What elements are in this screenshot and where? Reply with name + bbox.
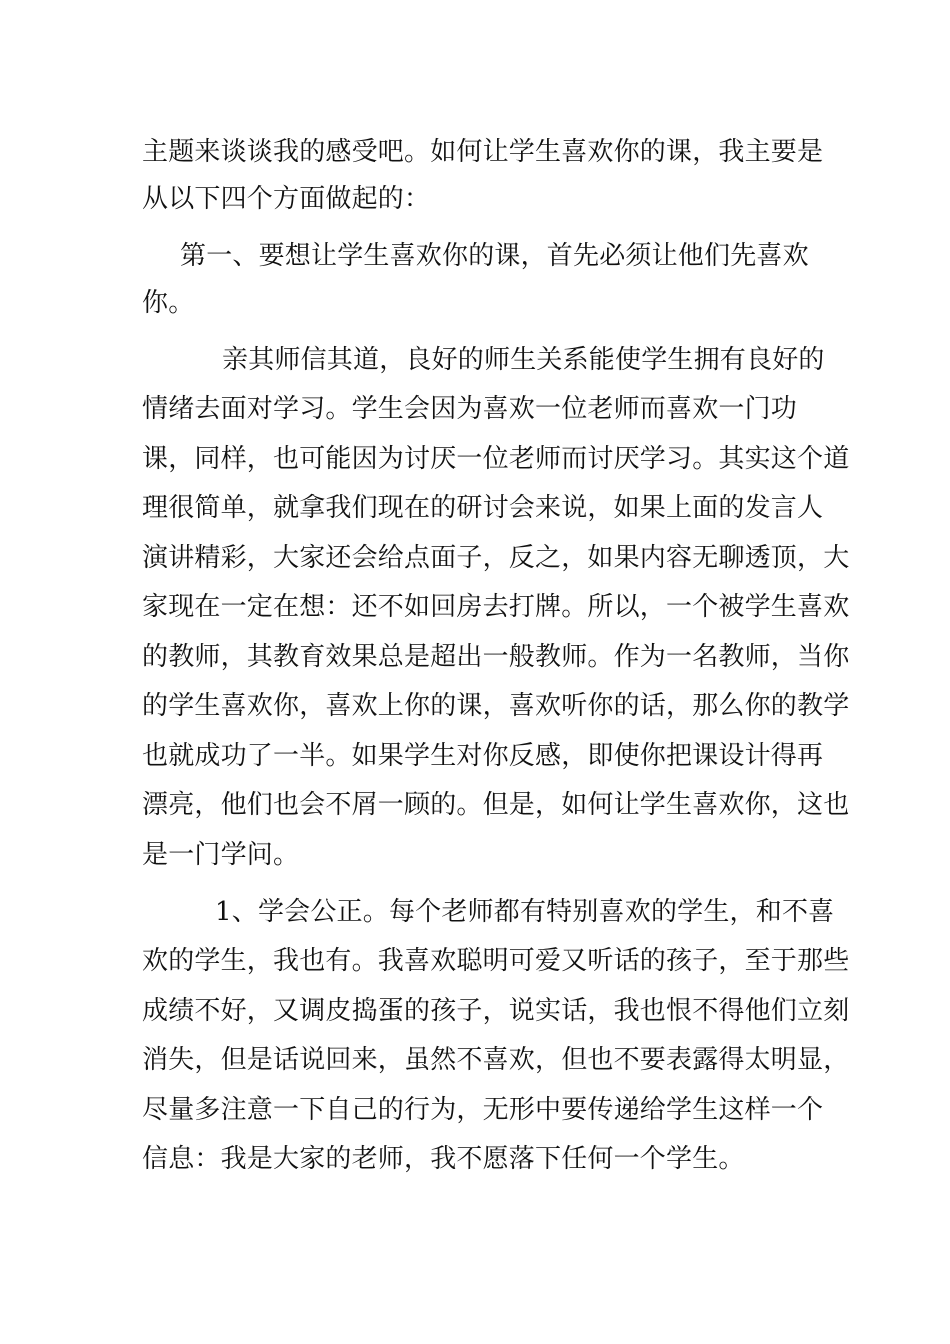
text-line: 演讲精彩，大家还会给点面子，反之，如果内容无聊透顶，大 bbox=[142, 543, 850, 573]
text-line: 消失，但是话说回来，虽然不喜欢，但也不要表露得太明显， bbox=[142, 1045, 850, 1075]
text-line: 亲其师信其道，良好的师生关系能使学生拥有良好的 bbox=[222, 345, 825, 375]
text-line: 成绩不好，又调皮捣蛋的孩子，说实话，我也恨不得他们立刻 bbox=[142, 996, 850, 1026]
text-line: 信息：我是大家的老师，我不愿落下任何一个学生。 bbox=[142, 1144, 745, 1174]
text-line: 欢的学生，我也有。我喜欢聪明可爱又听话的孩子，至于那些 bbox=[142, 946, 850, 976]
text-line: 尽量多注意一下自己的行为，无形中要传递给学生这样一个 bbox=[142, 1095, 824, 1125]
text-line: 你。 bbox=[142, 288, 195, 318]
text-line: 主题来谈谈我的感受吧。如何让学生喜欢你的课，我主要是 bbox=[142, 137, 824, 167]
text-line: 也就成功了一半。如果学生对你反感，即使你把课设计得再 bbox=[142, 741, 824, 771]
text-line: 课，同样，也可能因为讨厌一位老师而讨厌学习。其实这个道 bbox=[142, 444, 850, 474]
text-line: 家现在一定在想：还不如回房去打牌。所以，一个被学生喜欢 bbox=[142, 592, 850, 622]
text-line: 是一门学问。 bbox=[142, 840, 300, 870]
text-line: 从以下四个方面做起的： bbox=[142, 184, 431, 214]
text-line: 理很简单，就拿我们现在的研讨会来说，如果上面的发言人 bbox=[142, 493, 824, 523]
text-line: 1、学会公正。每个老师都有特别喜欢的学生，和不喜 bbox=[215, 897, 835, 927]
text-line: 的教师，其教育效果总是超出一般教师。作为一名教师，当你 bbox=[142, 642, 850, 672]
text-line: 情绪去面对学习。学生会因为喜欢一位老师而喜欢一门功 bbox=[142, 394, 798, 424]
text-line: 的学生喜欢你，喜欢上你的课，喜欢听你的话，那么你的教学 bbox=[142, 691, 850, 721]
text-line: 漂亮，他们也会不屑一顾的。但是，如何让学生喜欢你，这也 bbox=[142, 790, 850, 820]
text-line: 第一、要想让学生喜欢你的课，首先必须让他们先喜欢 bbox=[180, 241, 809, 271]
